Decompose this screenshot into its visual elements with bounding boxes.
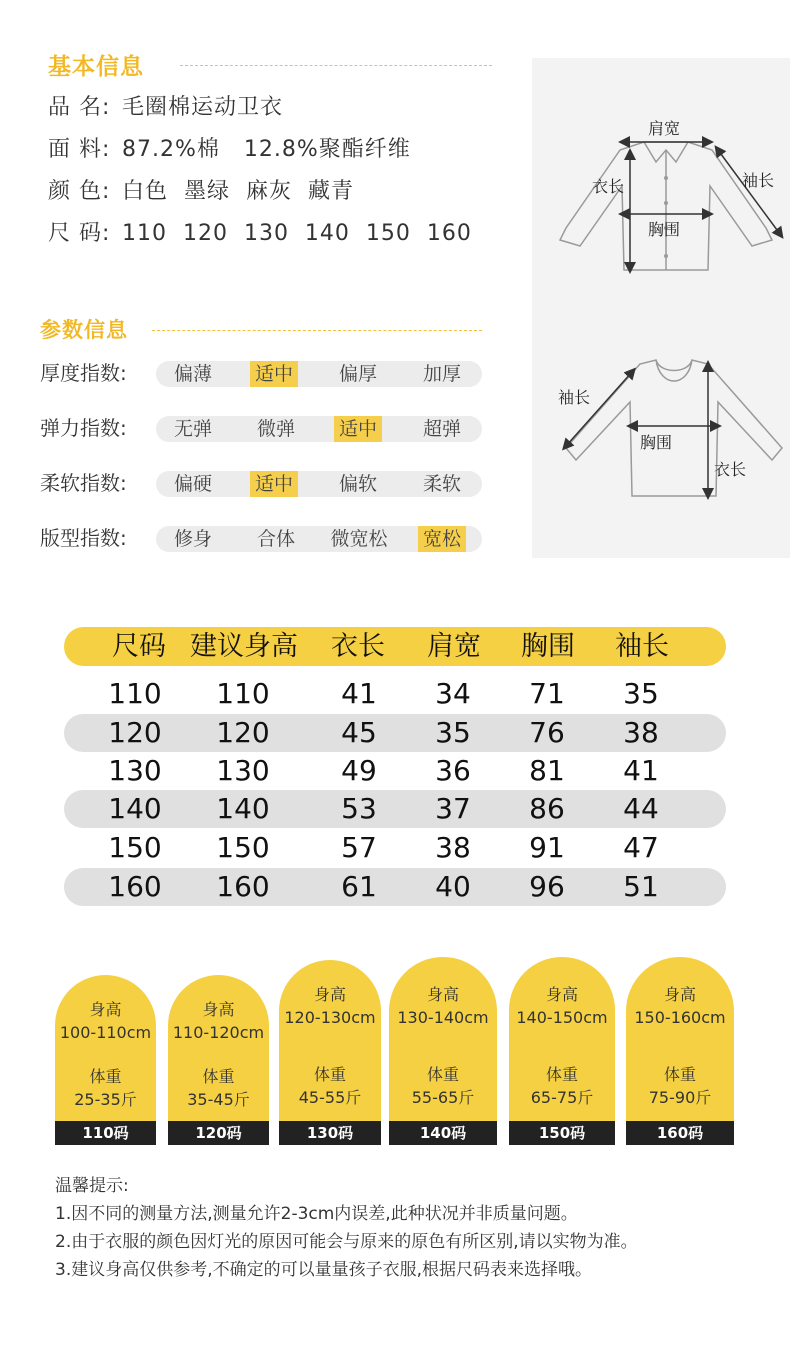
card-height-value: 110-120cm (172, 1023, 265, 1042)
crewneck-shirt-icon (566, 360, 782, 496)
param-option-selected: 宽松 (418, 526, 466, 552)
table-cell: 38 (623, 716, 659, 749)
table-cell: 41 (341, 677, 377, 710)
table-cell: 49 (341, 754, 377, 787)
card-weight-value: 25-35斤 (74, 1090, 137, 1109)
table-cell: 71 (529, 677, 565, 710)
table-cell: 61 (341, 870, 377, 903)
table-cell: 81 (529, 754, 565, 787)
param-option: 偏薄 (173, 363, 212, 385)
th-chest: 胸围 (521, 631, 575, 662)
shirt-diagram-svg (532, 58, 790, 558)
info-label: 面 料: (48, 137, 111, 162)
table-cell: 53 (341, 792, 377, 825)
table-cell: 40 (435, 870, 471, 903)
info-value: 白色 墨绿 麻灰 藏青 (122, 179, 354, 204)
card-weight-value: 55-65斤 (411, 1088, 475, 1107)
th-shoulder: 肩宽 (427, 631, 481, 662)
info-value: 110 120 130 140 150 160 (122, 221, 472, 246)
size-card (389, 957, 497, 1145)
info-label: 尺 码: (48, 221, 111, 246)
note-line: 1.因不同的测量方法,测量允许2-3cm内误差,此种状况并非质量问题。 (55, 1204, 578, 1224)
card-weight-value: 35-45斤 (187, 1090, 250, 1109)
table-cell: 130 (216, 754, 270, 787)
param-info-divider (152, 330, 482, 331)
size-card (279, 960, 381, 1145)
size-card (626, 957, 734, 1145)
measurement-diagram (532, 58, 790, 558)
polo-shirt-icon (560, 142, 775, 270)
card-size-label: 150码 (509, 1121, 615, 1145)
table-row (64, 868, 726, 906)
card-weight-label: 体重 (89, 1067, 122, 1086)
param-option: 微弹 (256, 418, 295, 440)
card-height-label: 身高 (545, 985, 578, 1004)
param-label: 版型指数: (40, 526, 127, 550)
table-row (64, 675, 726, 713)
table-cell: 38 (435, 831, 471, 864)
param-scale (156, 471, 482, 497)
info-label: 品 名: (48, 95, 111, 120)
param-option: 偏硬 (173, 473, 212, 495)
card-weight-value: 45-55斤 (298, 1088, 362, 1107)
table-row (64, 829, 726, 867)
table-cell: 35 (623, 677, 659, 710)
card-size-label: 130码 (279, 1121, 381, 1145)
table-row (64, 752, 726, 790)
label-length-top: 衣长 (592, 177, 625, 196)
table-cell: 51 (623, 870, 659, 903)
table-cell: 45 (341, 716, 377, 749)
card-height-value: 150-160cm (634, 1008, 726, 1027)
label-sleeve-bottom: 袖长 (558, 388, 591, 407)
notes-title: 温馨提示: (55, 1176, 129, 1196)
param-option: 合体 (256, 528, 295, 550)
card-height-label: 身高 (202, 1000, 235, 1019)
size-card (168, 975, 269, 1145)
table-cell: 96 (529, 870, 565, 903)
param-option: 超弹 (422, 418, 461, 440)
card-height-value: 130-140cm (397, 1008, 489, 1027)
card-size-label: 160码 (626, 1121, 734, 1145)
th-size: 尺码 (112, 631, 166, 662)
param-option: 柔软 (422, 473, 461, 495)
param-option: 无弹 (173, 418, 212, 440)
param-option-selected: 适中 (250, 361, 298, 387)
table-cell: 130 (108, 754, 162, 787)
param-label: 柔软指数: (40, 471, 127, 495)
param-option-selected: 适中 (334, 416, 382, 442)
param-option: 偏软 (338, 473, 377, 495)
card-height-value: 100-110cm (59, 1023, 152, 1042)
measure-arrows-top (624, 142, 780, 268)
label-chest-top: 胸围 (648, 220, 681, 239)
card-weight-value: 65-75斤 (530, 1088, 594, 1107)
info-row-size (48, 216, 472, 247)
info-row-color (48, 174, 354, 205)
th-length: 衣长 (331, 631, 385, 662)
param-option: 加厚 (422, 363, 461, 385)
table-cell: 110 (108, 677, 162, 710)
info-value: 87.2%棉 12.8%聚酯纤维 (122, 137, 411, 162)
card-height-label: 身高 (426, 985, 459, 1004)
table-cell: 57 (341, 831, 377, 864)
param-option-selected: 适中 (250, 471, 298, 497)
info-label: 颜 色: (48, 179, 111, 204)
table-cell: 150 (216, 831, 270, 864)
table-row (64, 714, 726, 752)
note-line: 2.由于衣服的颜色因灯光的原因可能会与原来的原色有所区别,请以实物为准。 (55, 1232, 638, 1252)
card-size-label: 140码 (389, 1121, 497, 1145)
card-height-label: 身高 (313, 985, 346, 1004)
table-cell: 150 (108, 831, 162, 864)
table-cell: 35 (435, 716, 471, 749)
table-cell: 120 (216, 716, 270, 749)
card-size-label: 110码 (55, 1121, 156, 1145)
card-weight-label: 体重 (313, 1065, 346, 1084)
table-row (64, 790, 726, 828)
label-sleeve-top: 袖长 (742, 171, 775, 190)
table-cell: 44 (623, 792, 659, 825)
label-chest-bottom: 胸围 (640, 433, 673, 452)
info-value: 毛圈棉运动卫衣 (122, 95, 284, 120)
measure-arrows-bottom (566, 366, 716, 494)
info-row-fabric (48, 132, 411, 163)
table-cell: 160 (108, 870, 162, 903)
basic-info-divider (180, 65, 492, 66)
param-label: 弹力指数: (40, 416, 127, 440)
size-card (55, 975, 156, 1145)
size-card (509, 957, 615, 1145)
label-length-bottom: 衣长 (714, 460, 747, 479)
basic-info-title: 基本信息 (48, 54, 144, 80)
param-option: 微宽松 (330, 528, 388, 550)
card-weight-label: 体重 (426, 1065, 459, 1084)
card-height-label: 身高 (663, 985, 696, 1004)
size-table-header (64, 627, 726, 666)
table-cell: 41 (623, 754, 659, 787)
label-shoulder: 肩宽 (648, 119, 681, 138)
card-height-value: 120-130cm (284, 1008, 376, 1027)
card-weight-label: 体重 (663, 1065, 696, 1084)
table-cell: 120 (108, 716, 162, 749)
table-cell: 91 (529, 831, 565, 864)
table-cell: 76 (529, 716, 565, 749)
table-cell: 110 (216, 677, 270, 710)
table-cell: 140 (108, 792, 162, 825)
card-height-label: 身高 (89, 1000, 122, 1019)
th-height: 建议身高 (190, 631, 298, 662)
table-cell: 160 (216, 870, 270, 903)
card-size-label: 120码 (168, 1121, 269, 1145)
param-scale (156, 361, 482, 387)
param-label: 厚度指数: (40, 361, 127, 385)
table-cell: 37 (435, 792, 471, 825)
param-info-title: 参数信息 (40, 318, 128, 342)
param-option: 偏厚 (338, 363, 377, 385)
param-scale (156, 526, 482, 552)
card-weight-label: 体重 (202, 1067, 235, 1086)
info-row-name (48, 90, 283, 121)
param-scale (156, 416, 482, 442)
card-weight-label: 体重 (545, 1065, 578, 1084)
table-cell: 34 (435, 677, 471, 710)
card-height-value: 140-150cm (516, 1008, 608, 1027)
note-line: 3.建议身高仅供参考,不确定的可以量量孩子衣服,根据尺码表来选择哦。 (55, 1260, 593, 1280)
param-option: 修身 (173, 528, 212, 550)
table-cell: 47 (623, 831, 659, 864)
table-cell: 86 (529, 792, 565, 825)
card-weight-value: 75-90斤 (648, 1088, 712, 1107)
table-cell: 140 (216, 792, 270, 825)
notes-block (55, 1172, 638, 1284)
table-cell: 36 (435, 754, 471, 787)
th-sleeve: 袖长 (615, 631, 669, 662)
